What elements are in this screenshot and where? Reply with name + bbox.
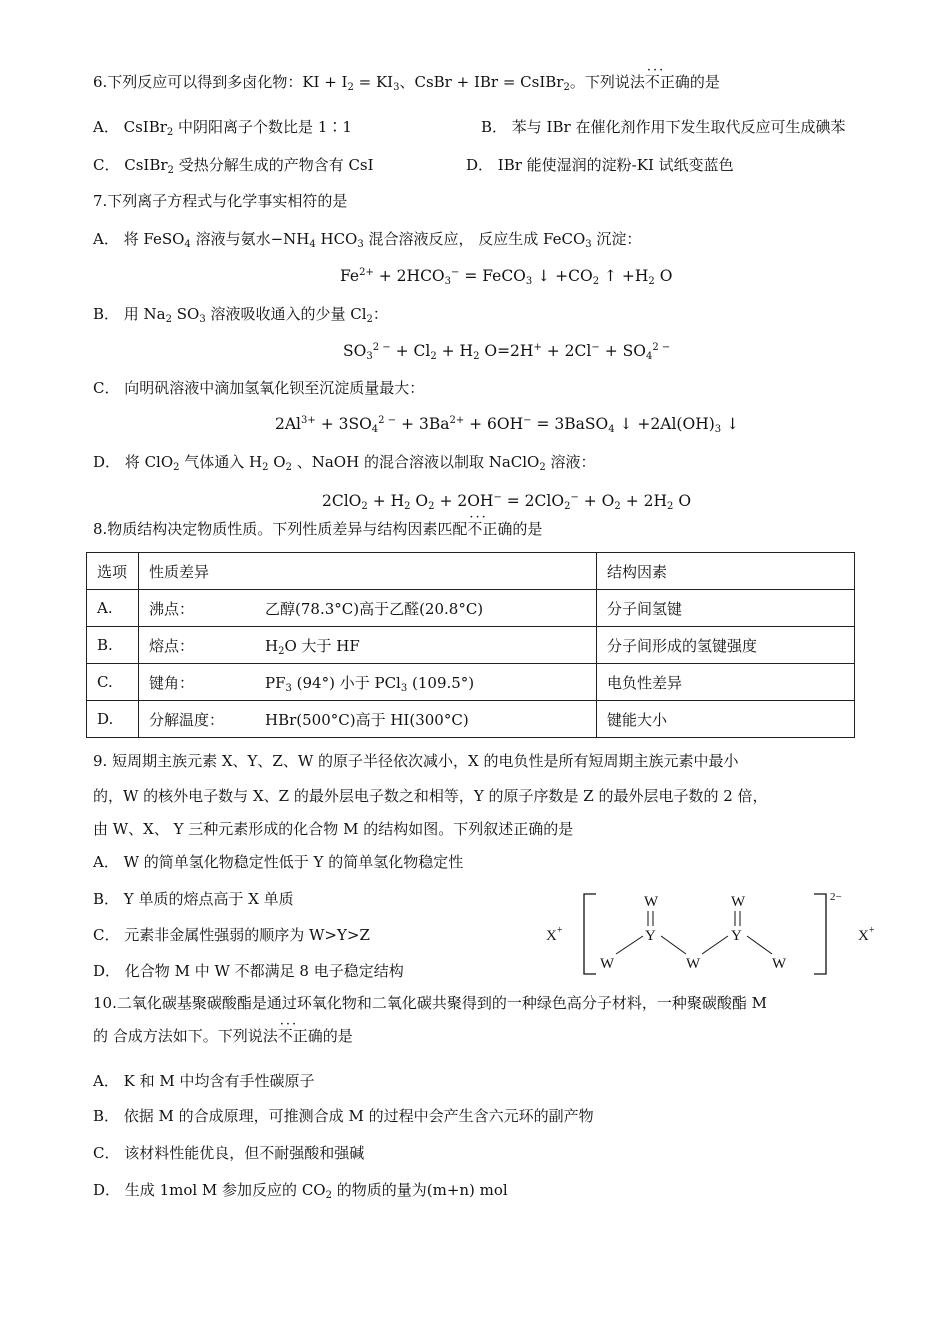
q7-option-a: A． 将 FeSO$_4$ 溶液与氨水$-NH_4$ $HCO_3$ 混合溶液反应， 反应生成 FeCO$_3$ 沉淀： xyxy=(93,230,642,250)
q6-option-d: D． IBr 能使湿润的淀粉-KI 试纸变蓝色 xyxy=(466,156,734,174)
row-factor: 键能大小 xyxy=(597,701,855,738)
q10-stem-line1: 10.二氧化碳基聚碳酸酯是通过环氧化物和二氧化碳共聚得到的一种绿色高分子材料，一种聚碳酸酯 M xyxy=(93,994,767,1012)
row-option: B. xyxy=(87,627,139,664)
q8-stem: 8.物质结构决定物质性质。下列性质差异与结构因素匹配··· 不正确的是 xyxy=(93,519,542,539)
q7-equation-b: $SO_3^{2 -} + Cl_2 + H_2$ $O=2H^+ + 2Cl^- + SO_4^{2 -}$ xyxy=(343,342,671,362)
row-option: A. xyxy=(87,590,139,627)
table-row xyxy=(87,664,855,701)
atom-w-bridge: W xyxy=(686,956,701,972)
table-row xyxy=(87,590,855,627)
header-factor: 结构因素 xyxy=(597,553,855,590)
compound-m-structure xyxy=(540,882,890,980)
q9-option-b: B． Y 单质的熔点高于 X 单质 xyxy=(93,890,294,908)
anion-charge: 2− xyxy=(830,891,842,903)
q10-option-c: C． 该材料性能优良，但不耐强酸和强碱 xyxy=(93,1144,365,1162)
atom-w-left: W xyxy=(600,956,615,972)
row-factor: 分子间氢键 xyxy=(597,590,855,627)
q6-stem: 6.下列反应可以得到多卤化物：KI + $I_2 = KI_3$、CsBr + IBr = CsIBr$_2$。下列说法··· 不正确的是 xyxy=(93,72,720,92)
row-property: 分解温度： HBr(500°C)高于 HI(300°C) xyxy=(139,701,597,738)
atom-w-top-right: W xyxy=(731,894,746,910)
table-row xyxy=(87,701,855,738)
atom-w-right: W xyxy=(772,956,787,972)
atom-w-top-left: W xyxy=(644,894,659,910)
q7-option-c: C． 向明矾溶液中滴加氢氧化钡至沉淀质量最大： xyxy=(93,379,425,397)
q9-stem-line3: 由 W、X、 Y 三种元素形成的化合物 M 的结构如图。下列叙述正确的是 xyxy=(93,820,574,838)
q7-option-d: D． 将 ClO$_2$ 气体通入 $H_2$ $O_2$ 、NaOH 的混合溶液以制取 NaClO$_2$ 溶液： xyxy=(93,453,596,473)
q7-equation-c: $2Al^{3+} + 3SO_4^{2 -} + 3Ba^{2+} + 6OH^-$ = 3BaSO$_4$ ↓ $+2Al(OH)_3$ ↓ xyxy=(275,415,740,435)
bracket-right xyxy=(814,894,826,974)
q6-option-a: A． CsIBr$_2$ 中阴阳离子个数比是 1∶1 xyxy=(93,118,352,138)
bracket-left xyxy=(584,894,596,974)
q9-option-d: D． 化合物 M 中 W 不都满足 8 电子稳定结构 xyxy=(93,962,404,980)
q10-stem-line2: 的 合成方法如下。下列说法··· 不正确的是 xyxy=(93,1026,353,1046)
row-option: C. xyxy=(87,664,139,701)
q9-option-c: C． 元素非金属性强弱的顺序为 W>Y>Z xyxy=(93,926,370,944)
header-option: 选项 xyxy=(87,553,139,590)
q9-stem-line2: 的，W 的核外电子数与 X、Z 的最外层电子数之和相等，Y 的原子序数是 Z 的最外层电子数的 2 倍， xyxy=(93,787,768,805)
emphasis-negation: ··· 不正确 xyxy=(645,73,690,91)
q9-stem-line1: 9. 短周期主族元素 X、Y、Z、W 的原子半径依次减小，X 的电负性是所有短周期主族元素中最小 xyxy=(93,752,739,770)
row-property: 沸点： 乙醇(78.3°C)高于乙醛(20.8°C) xyxy=(139,590,597,627)
atom-y-right: Y xyxy=(731,928,742,944)
q7-stem: 7.下列离子方程式与化学事实相符的是 xyxy=(93,192,348,210)
q10-option-a: A． K 和 M 中均含有手性碳原子 xyxy=(93,1072,315,1090)
emphasis-negation: ··· 不正确 xyxy=(278,1027,323,1045)
emphasis-negation: ··· 不正确 xyxy=(467,520,512,538)
header-property: 性质差异 xyxy=(139,553,597,590)
q9-option-a: A． W 的简单氢化物稳定性低于 Y 的简单氢化物稳定性 xyxy=(93,853,464,871)
row-property: 熔点： $H_2O$ 大于 HF xyxy=(139,627,597,664)
row-property: 键角： $PF_3$ (94°) 小于 PCl$_3$ (109.5°) xyxy=(139,664,597,701)
q7-option-b: B． 用 $Na_2$ $SO_3$ 溶液吸收通入的少量 $Cl_2$： xyxy=(93,305,388,325)
table-header-row xyxy=(87,553,855,590)
q10-option-d: D． 生成 1mol M 参加反应的 $CO_2$ 的物质的量为(m+n) mol xyxy=(93,1181,508,1201)
q7-equation-a: $Fe^{2+} + 2HCO_3^-$ = FeCO$_3$ ↓ $+CO_2$ ↑ $+H_2$ O xyxy=(340,267,673,287)
q10-option-b: B． 依据 M 的合成原理，可推测合成 M 的过程中会产生含六元环的副产物 xyxy=(93,1107,594,1125)
row-factor: 电负性差异 xyxy=(597,664,855,701)
row-factor: 分子间形成的氢键强度 xyxy=(597,627,855,664)
q8-table xyxy=(86,552,855,738)
row-option: D. xyxy=(87,701,139,738)
q6-option-c: C． CsIBr$_2$ 受热分解生成的产物含有 CsI xyxy=(93,156,374,176)
table-row xyxy=(87,627,855,664)
cation-right: X+ xyxy=(858,925,875,944)
atom-y-left: Y xyxy=(645,928,656,944)
q6-option-b: B． 苯与 IBr 在催化剂作用下发生取代反应可生成碘苯 xyxy=(481,118,846,136)
cation-left: X+ xyxy=(546,925,563,944)
q7-equation-d: $2ClO_2 + H_2$ $O_2 + 2OH^- = 2ClO_2^- + O_2 + 2H_2$ O xyxy=(322,492,692,512)
